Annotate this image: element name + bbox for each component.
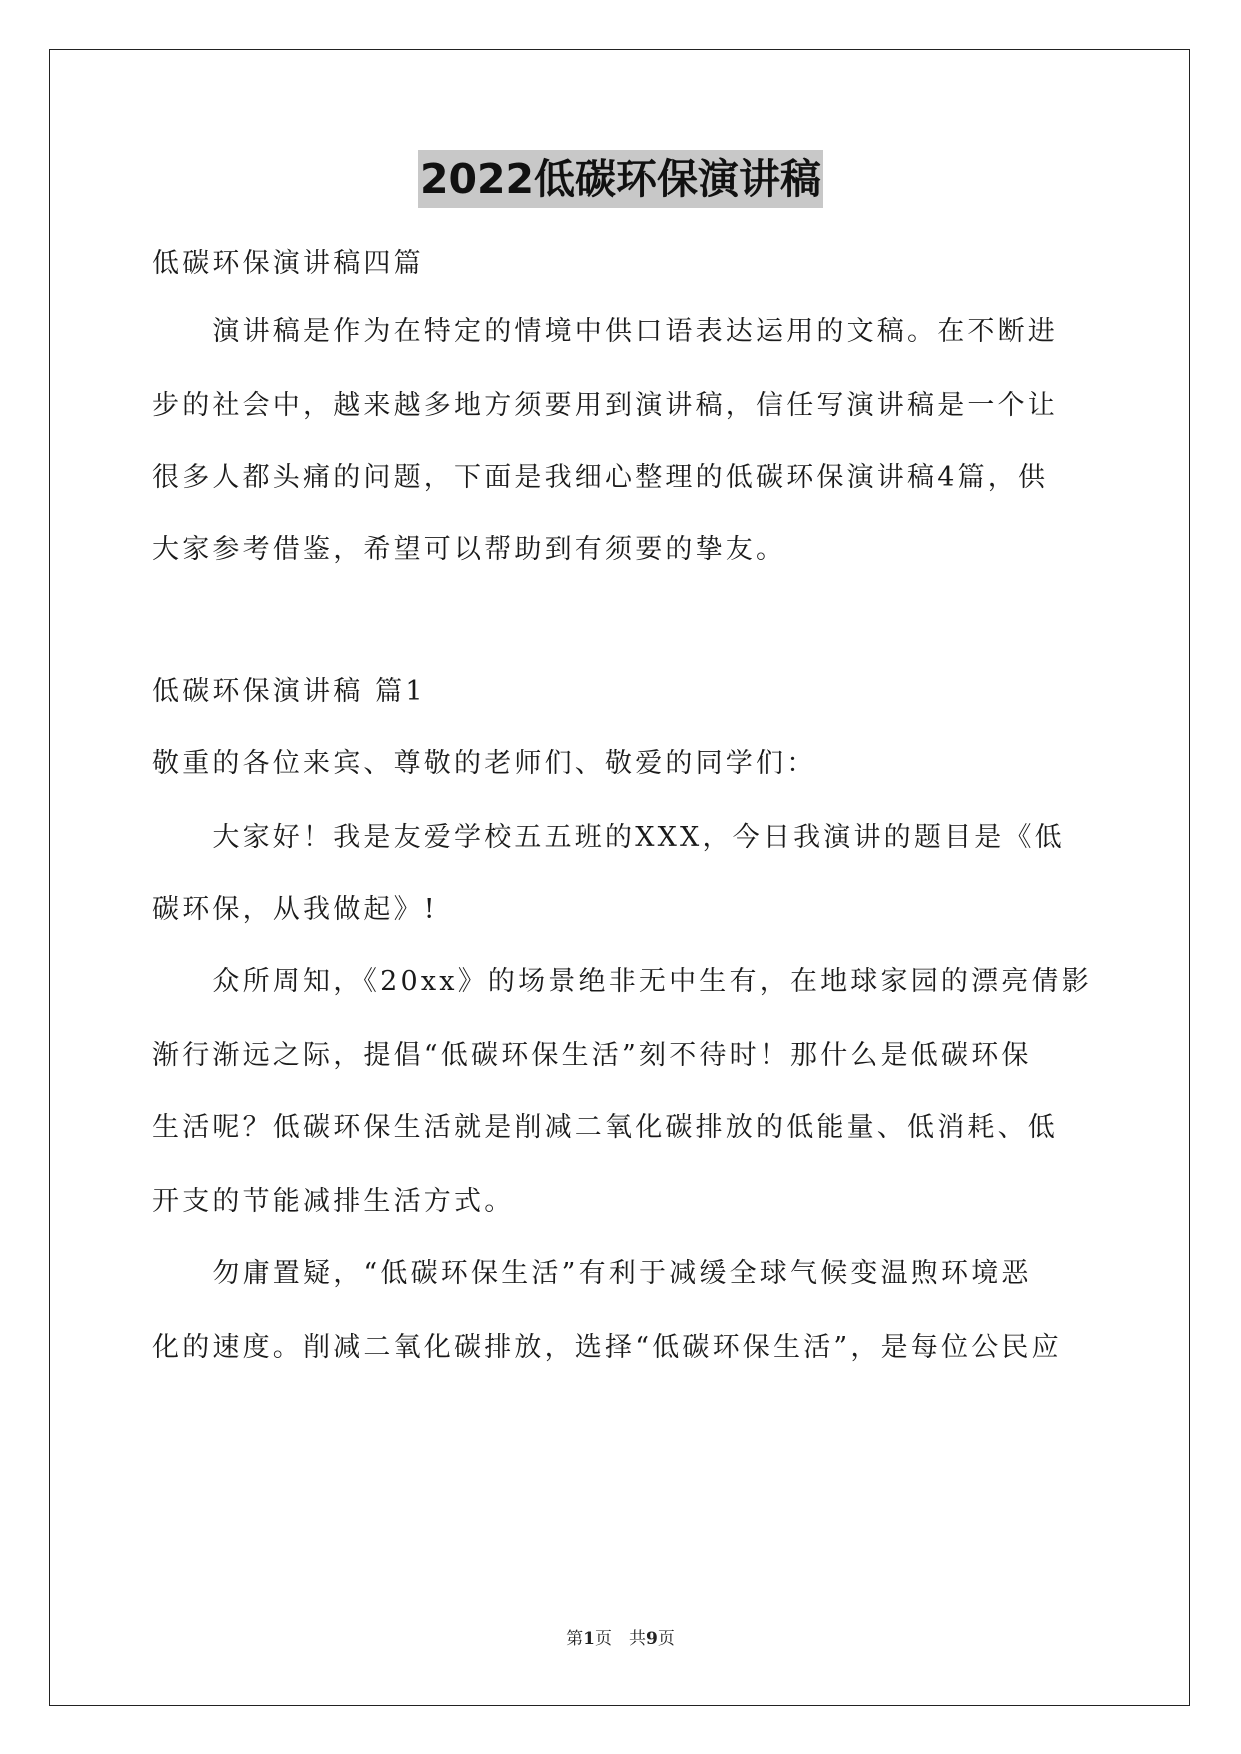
footer-page-current: 1	[583, 1629, 595, 1649]
footer-page-prefix: 第	[566, 1629, 584, 1649]
section-heading: 低碳环保演讲稿 篇1	[152, 676, 426, 707]
document-title: 2022低碳环保演讲稿	[418, 150, 823, 208]
paragraph-line: 化的速度。削减二氧化碳排放，选择“低碳环保生活”，是每位公民应	[152, 1332, 1062, 1363]
paragraph-line: 生活呢？低碳环保生活就是削减二氧化碳排放的低能量、低消耗、低	[152, 1112, 1058, 1143]
page-border	[49, 49, 1190, 1706]
footer-page-suffix: 页	[657, 1629, 675, 1649]
paragraph-line: 碳环保，从我做起》!	[152, 894, 438, 925]
title-container	[0, 150, 1241, 208]
paragraph-line: 开支的节能减排生活方式。	[152, 1186, 515, 1217]
paragraph-line: 勿庸置疑，“低碳环保生活”有利于减缓全球气候变温煦环境恶	[152, 1258, 1032, 1289]
doc-subtitle: 低碳环保演讲稿四篇	[152, 248, 424, 279]
page-footer	[0, 1627, 1241, 1651]
footer-page-total: 9	[646, 1629, 658, 1649]
paragraph-line: 渐行渐远之际，提倡“低碳环保生活”刻不待时！那什么是低碳环保	[152, 1040, 1032, 1071]
salutation-line: 敬重的各位来宾、尊敬的老师们、敬爱的同学们：	[152, 748, 817, 779]
paragraph-line: 众所周知，《20xx》的场景绝非无中生有，在地球家园的漂亮倩影	[152, 966, 1092, 997]
paragraph-line: 大家好！我是友爱学校五五班的XXX，今日我演讲的题目是《低	[152, 822, 1065, 853]
paragraph-line: 步的社会中，越来越多地方须要用到演讲稿，信任写演讲稿是一个让	[152, 390, 1058, 421]
paragraph-line: 大家参考借鉴，希望可以帮助到有须要的挚友。	[152, 534, 787, 565]
footer-page-mid: 页 共	[595, 1629, 646, 1649]
paragraph-line: 演讲稿是作为在特定的情境中供口语表达运用的文稿。在不断进	[152, 316, 1058, 347]
paragraph-line: 很多人都头痛的问题，下面是我细心整理的低碳环保演讲稿4篇，供	[152, 462, 1049, 493]
